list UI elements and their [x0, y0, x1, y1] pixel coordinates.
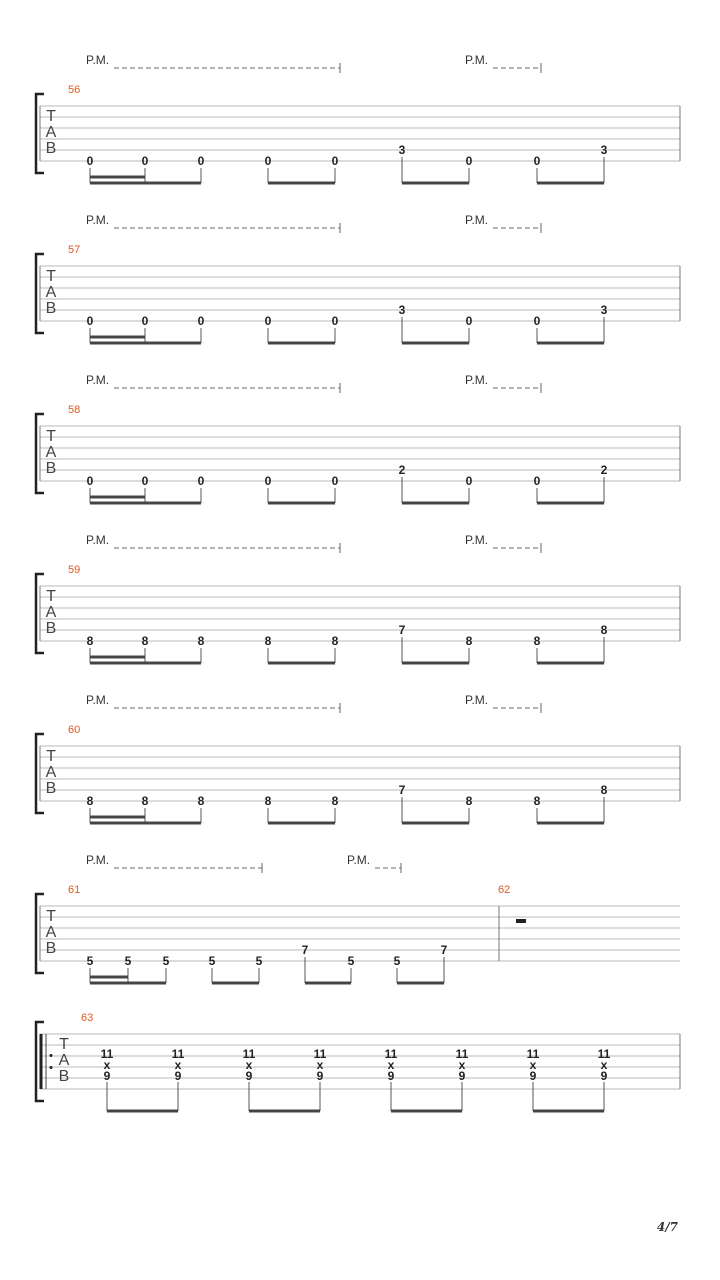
- fret-number: 7: [398, 783, 406, 797]
- fret-number: 8: [600, 623, 608, 637]
- tab-clef-letter: A: [45, 604, 57, 621]
- fret-number: 0: [86, 314, 94, 328]
- dead-note: x: [529, 1058, 537, 1072]
- palm-mute-label: P.M.: [86, 53, 110, 67]
- fret-number: 11: [171, 1047, 185, 1061]
- fret-number: 8: [331, 794, 339, 808]
- fret-number: 8: [264, 634, 272, 648]
- tab-clef-letter: A: [45, 444, 57, 461]
- repeat-dot: [50, 1066, 53, 1069]
- tab-clef-letter: T: [46, 108, 56, 125]
- palm-mute-label: P.M.: [465, 533, 489, 547]
- fret-number: 0: [465, 314, 473, 328]
- dead-note: x: [103, 1058, 111, 1072]
- dead-note: x: [245, 1058, 253, 1072]
- whole-rest: [516, 919, 526, 923]
- fret-number: 8: [600, 783, 608, 797]
- fret-number: 0: [197, 474, 205, 488]
- fret-number: 7: [398, 623, 406, 637]
- fret-number: 0: [264, 314, 272, 328]
- fret-number: 0: [197, 314, 205, 328]
- fret-number: 11: [526, 1047, 540, 1061]
- page-number: 4/7: [656, 1220, 678, 1234]
- tab-clef-letter: T: [59, 1036, 69, 1053]
- fret-number: 8: [86, 634, 94, 648]
- fret-number: 0: [141, 314, 149, 328]
- fret-number: 8: [331, 634, 339, 648]
- fret-number: 5: [393, 954, 401, 968]
- dead-note: x: [387, 1058, 395, 1072]
- measure-number: 61: [68, 884, 81, 896]
- fret-number: 5: [162, 954, 170, 968]
- fret-number: 0: [331, 154, 339, 168]
- tab-clef-letter: B: [45, 140, 57, 157]
- fret-number: 9: [245, 1069, 253, 1083]
- fret-number: 9: [174, 1069, 182, 1083]
- tab-clef-letter: B: [45, 300, 57, 317]
- fret-number: 11: [455, 1047, 469, 1061]
- fret-number: 9: [316, 1069, 324, 1083]
- tab-clef-letter: A: [58, 1052, 70, 1069]
- measure-number: 63: [81, 1012, 94, 1024]
- fret-number: 0: [197, 154, 205, 168]
- fret-number: 11: [384, 1047, 398, 1061]
- tab-clef-letter: B: [45, 780, 57, 797]
- measure-number: 60: [68, 724, 81, 736]
- tab-clef-letter: A: [45, 284, 57, 301]
- fret-number: 0: [141, 474, 149, 488]
- fret-number: 8: [197, 634, 205, 648]
- fret-number: 11: [100, 1047, 114, 1061]
- dead-note: x: [458, 1058, 466, 1072]
- fret-number: 3: [398, 143, 406, 157]
- fret-number: 5: [255, 954, 263, 968]
- fret-number: 0: [465, 154, 473, 168]
- fret-number: 8: [533, 634, 541, 648]
- fret-number: 9: [387, 1069, 395, 1083]
- palm-mute-label: P.M.: [86, 533, 110, 547]
- tab-clef-letter: T: [46, 908, 56, 925]
- fret-number: 0: [86, 474, 94, 488]
- fret-number: 11: [242, 1047, 256, 1061]
- fret-number: 8: [465, 634, 473, 648]
- palm-mute-label: P.M.: [465, 213, 489, 227]
- fret-number: 3: [398, 303, 406, 317]
- tab-clef-letter: T: [46, 268, 56, 285]
- fret-number: 5: [347, 954, 355, 968]
- fret-number: 0: [533, 474, 541, 488]
- tab-clef-letter: B: [45, 940, 57, 957]
- fret-number: 0: [533, 314, 541, 328]
- fret-number: 9: [103, 1069, 111, 1083]
- fret-number: 0: [264, 474, 272, 488]
- fret-number: 0: [141, 154, 149, 168]
- dead-note: x: [600, 1058, 608, 1072]
- tab-clef-letter: A: [45, 924, 57, 941]
- fret-number: 8: [533, 794, 541, 808]
- fret-number: 0: [264, 154, 272, 168]
- dead-note: x: [174, 1058, 182, 1072]
- palm-mute-label: P.M.: [465, 53, 489, 67]
- palm-mute-label: P.M.: [465, 373, 489, 387]
- tab-clef-letter: B: [58, 1068, 70, 1085]
- fret-number: 8: [141, 634, 149, 648]
- fret-number: 8: [141, 794, 149, 808]
- tab-clef-letter: A: [45, 124, 57, 141]
- fret-number: 8: [264, 794, 272, 808]
- fret-number: 8: [197, 794, 205, 808]
- fret-number: 0: [533, 154, 541, 168]
- fret-number: 5: [208, 954, 216, 968]
- fret-number: 8: [465, 794, 473, 808]
- fret-number: 11: [597, 1047, 611, 1061]
- dead-note: x: [316, 1058, 324, 1072]
- fret-number: 0: [465, 474, 473, 488]
- fret-number: 0: [331, 474, 339, 488]
- fret-number: 3: [600, 143, 608, 157]
- tab-clef-letter: B: [45, 620, 57, 637]
- fret-number: 11: [313, 1047, 327, 1061]
- tab-clef-letter: A: [45, 764, 57, 781]
- fret-number: 3: [600, 303, 608, 317]
- palm-mute-label: P.M.: [86, 213, 110, 227]
- fret-number: 0: [331, 314, 339, 328]
- fret-number: 9: [529, 1069, 537, 1083]
- measure-number: 56: [68, 84, 81, 96]
- palm-mute-label: P.M.: [86, 693, 110, 707]
- palm-mute-label: P.M.: [86, 373, 110, 387]
- fret-number: 5: [86, 954, 94, 968]
- fret-number: 7: [440, 943, 448, 957]
- fret-number: 9: [458, 1069, 466, 1083]
- measure-number: 57: [68, 244, 81, 256]
- fret-number: 5: [124, 954, 132, 968]
- palm-mute-label: P.M.: [465, 693, 489, 707]
- palm-mute-label: P.M.: [86, 853, 110, 867]
- tab-clef-letter: T: [46, 428, 56, 445]
- fret-number: 2: [600, 463, 608, 477]
- fret-number: 9: [600, 1069, 608, 1083]
- palm-mute-label: P.M.: [347, 853, 371, 867]
- fret-number: 0: [86, 154, 94, 168]
- tab-clef-letter: T: [46, 588, 56, 605]
- measure-number: 58: [68, 404, 81, 416]
- tab-clef-letter: B: [45, 460, 57, 477]
- measure-number: 59: [68, 564, 81, 576]
- repeat-dot: [50, 1054, 53, 1057]
- tab-clef-letter: T: [46, 748, 56, 765]
- fret-number: 8: [86, 794, 94, 808]
- fret-number: 2: [398, 463, 406, 477]
- fret-number: 7: [301, 943, 309, 957]
- measure-number: 62: [498, 884, 511, 896]
